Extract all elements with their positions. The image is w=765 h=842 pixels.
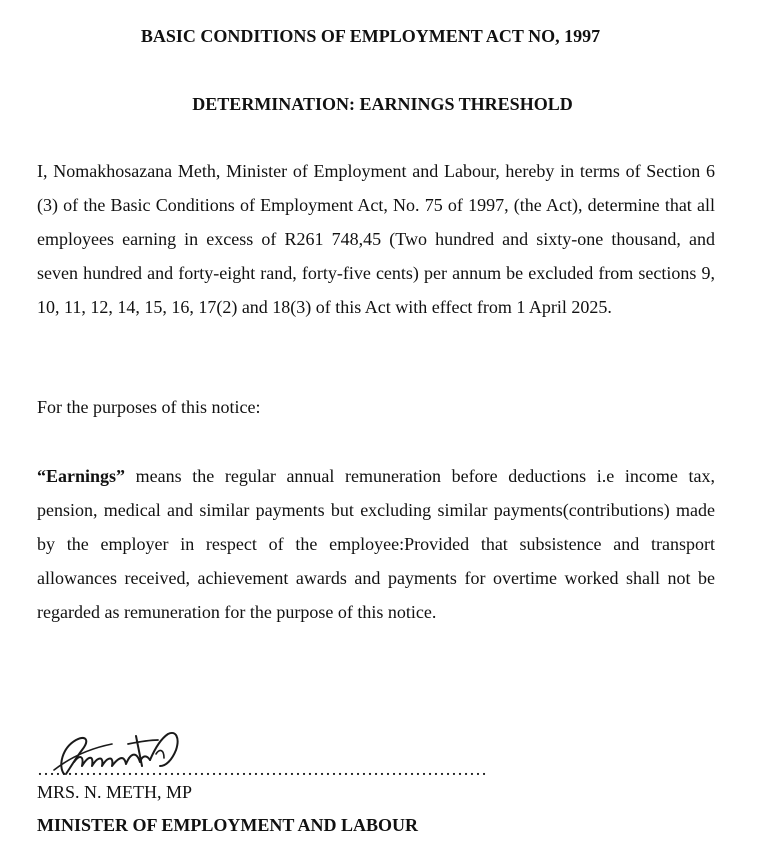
determination-title: DETERMINATION: EARNINGS THRESHOLD: [192, 94, 573, 114]
earnings-definition-text: means the regular annual remuneration before deductions i.e income tax, pension, medical and similar payments but excluding similar payments(contributions) made by the employer in respect of the employee:Provided that subsistence and transport allowances received, achievement awards and payments for overtime worked shall not be regarded as remuneration for the purpose of this notice.: [37, 466, 715, 622]
determination-paragraph: I, Nomakhosazana Meth, Minister of Employment and Labour, hereby in terms of Section 6 (3) of the Basic Conditions of Employment Act, No. 75 of 1997, (the Act), determine that all employees earning in excess of R261 748,45 (Two hundred and sixty-one thousand, and seven hundred and forty-eight rand, forty-five cents) per annum be excluded from sections 9, 10, 11, 12, 14, 15, 16, 17(2) and 18(3) of this Act with effect from 1 April 2025.: [37, 161, 715, 317]
signature-line: …………………………………………………………………: [37, 759, 487, 779]
purposes-line: For the purposes of this notice:: [37, 397, 261, 417]
act-title: BASIC CONDITIONS OF EMPLOYMENT ACT NO, 1997: [140, 26, 601, 46]
signatory-name: MRS. N. METH, MP: [37, 782, 193, 802]
signatory-title: MINISTER OF EMPLOYMENT AND LABOUR: [37, 815, 419, 835]
earnings-definition-paragraph: [37, 459, 715, 629]
earnings-term: “Earnings”: [37, 466, 126, 486]
